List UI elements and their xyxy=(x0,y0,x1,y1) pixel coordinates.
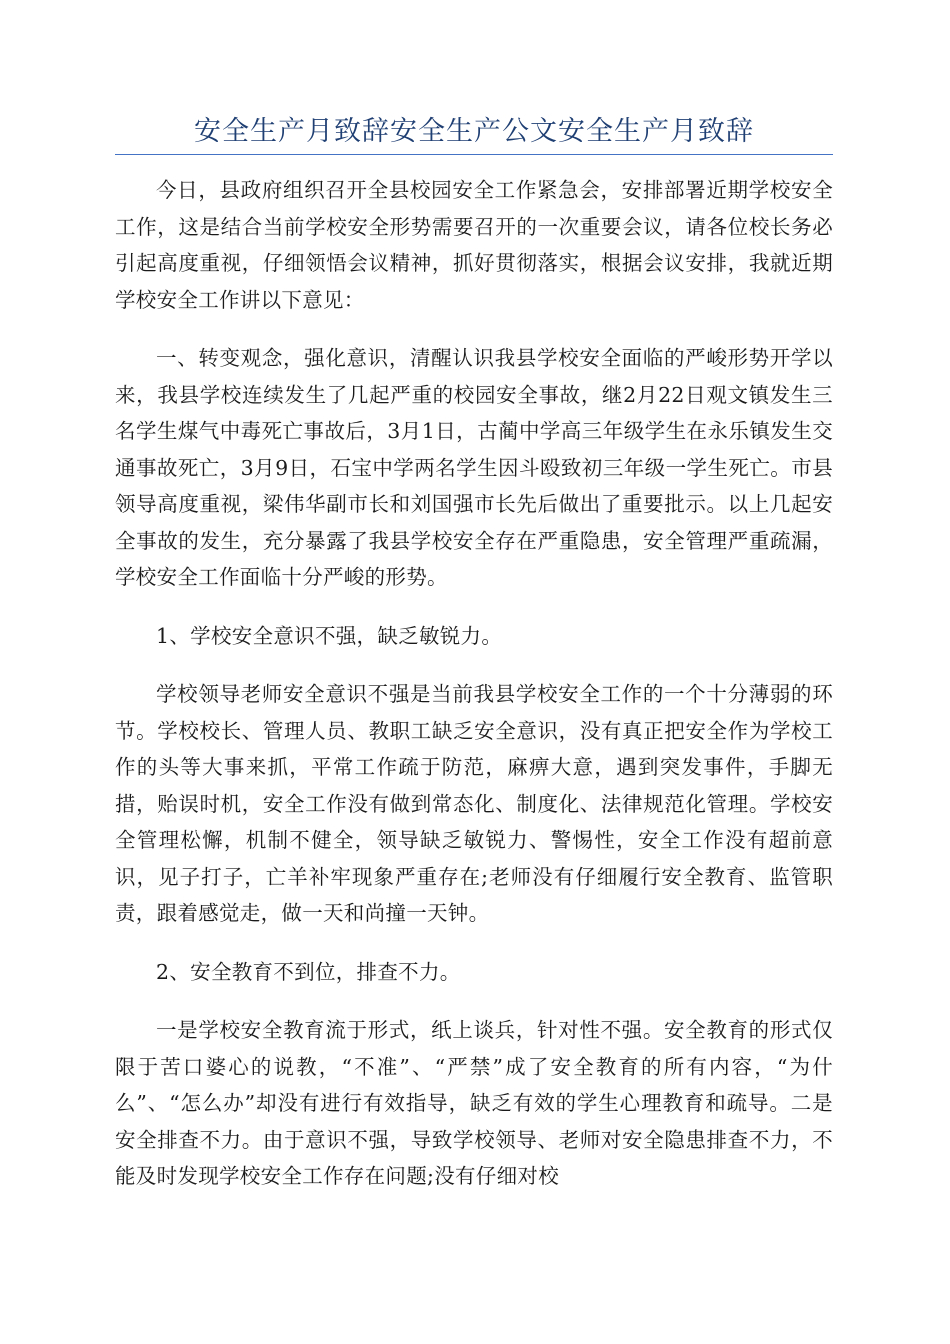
title-underline xyxy=(115,154,833,155)
paragraph-intro: 今日，县政府组织召开全县校园安全工作紧急会，安排部署近期学校安全工作，这是结合当前学校安全形势需要召开的一次重要会议，请各位校长务必引起高度重视，仔细领悟会议精神，抓好贯彻落实，根据会议安排，我就近期学校安全工作讲以下意见： xyxy=(115,178,833,312)
subheading-1: 1、学校安全意识不强，缺乏敏锐力。 xyxy=(156,623,503,648)
document-title: 安全生产月致辞安全生产公文安全生产月致辞 xyxy=(194,116,754,147)
paragraph-awareness: 学校领导老师安全意识不强是当前我县学校安全工作的一个十分薄弱的环节。学校校长、管理人员、教职工缺乏安全意识，没有真正把安全作为学校工作的头等大事来抓，平常工作疏于防范，麻痹大意，遇到突发事件，手脚无措，贻误时机，安全工作没有做到常态化、制度化、法律规范化管理。学校安全管理松懈，机制不健全，领导缺乏敏锐力、警惕性，安全工作没有超前意识，见子打子，亡羊补牢现象严重存在;老师没有仔细履行安全教育、监管职责，跟着感觉走，做一天和尚撞一天钟。 xyxy=(115,682,833,925)
subheading-2: 2、安全教育不到位，排查不力。 xyxy=(156,959,461,984)
document-body xyxy=(115,172,833,1217)
paragraph-section-1: 一、转变观念，强化意识，清醒认识我县学校安全面临的严峻形势开学以来，我县学校连续发生了几起严重的校园安全事故，继2月22日观文镇发生三名学生煤气中毒死亡事故后，3月1日，古蔺中学高三年级学生在永乐镇发生交通事故死亡，3月9日，石宝中学两名学生因斗殴致初三年级一学生死亡。市县领导高度重视，梁伟华副市长和刘国强市长先后做出了重要批示。以上几起安全事故的发生，充分暴露了我县学校安全存在严重隐患，安全管理严重疏漏，学校安全工作面临十分严峻的形势。 xyxy=(115,346,833,589)
paragraph-education: 一是学校安全教育流于形式，纸上谈兵，针对性不强。安全教育的形式仅限于苦口婆心的说教，“不准”、“严禁”成了安全教育的所有内容，“为什么”、“怎么办”却没有进行有效指导，缺乏有效的学生心理教育和疏导。二是安全排查不力。由于意识不强，导致学校领导、老师对安全隐患排查不力，不能及时发现学校安全工作存在问题;没有仔细对校 xyxy=(115,1018,833,1188)
